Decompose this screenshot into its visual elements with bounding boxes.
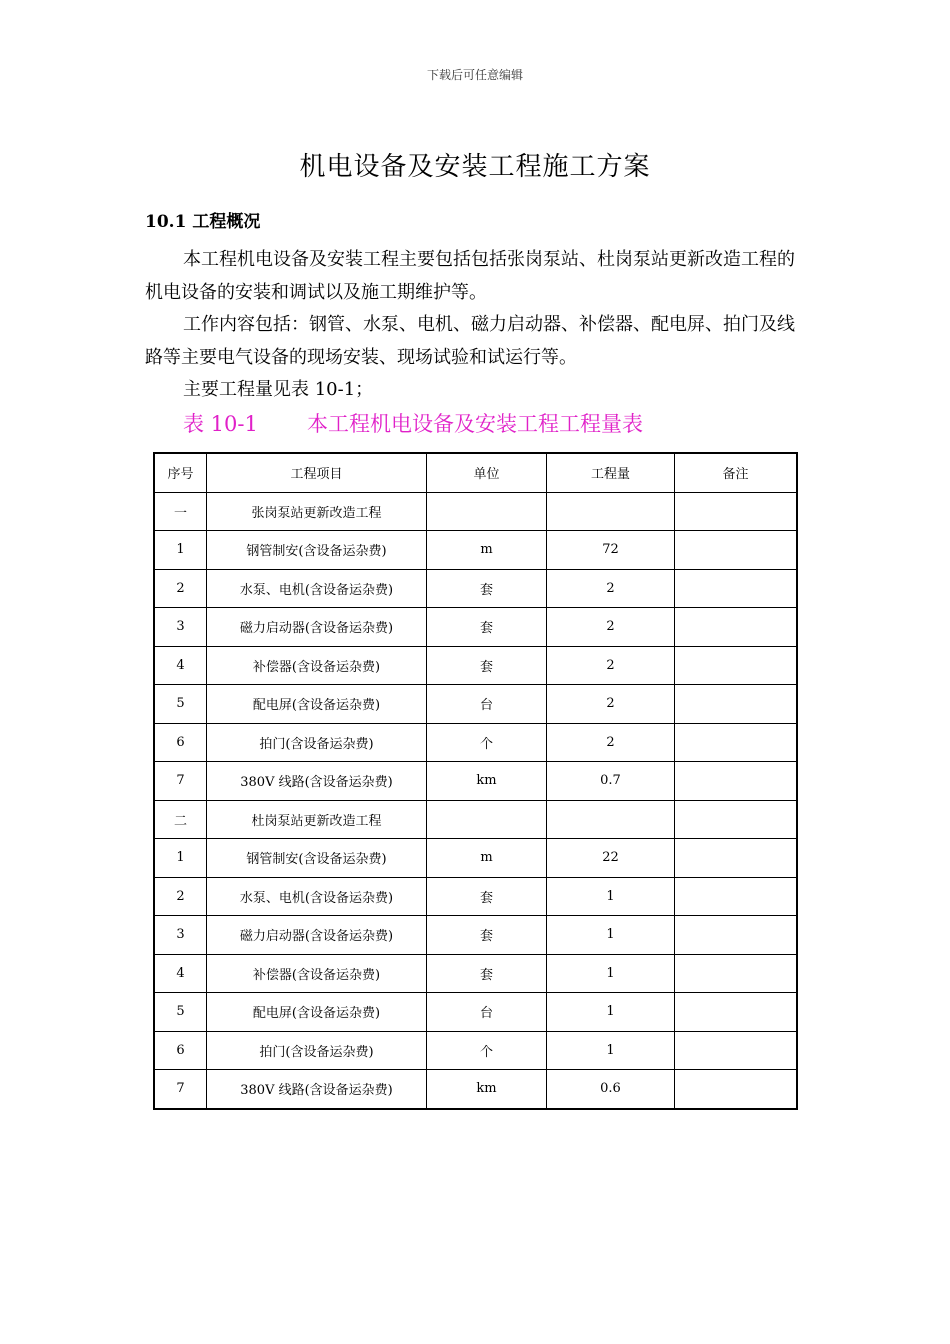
table-row bbox=[154, 839, 797, 878]
cell-unit: 台 bbox=[427, 685, 547, 724]
cell-item: 380V 线路(含设备运杂费) bbox=[207, 1070, 427, 1109]
cell-item: 水泵、电机(含设备运杂费) bbox=[207, 877, 427, 916]
cell-index: 2 bbox=[154, 877, 207, 916]
cell-item: 补偿器(含设备运杂费) bbox=[207, 646, 427, 685]
cell-remarks bbox=[675, 723, 798, 762]
cell-remarks bbox=[675, 685, 798, 724]
cell-index: 5 bbox=[154, 993, 207, 1032]
cell-unit: 个 bbox=[427, 723, 547, 762]
table-body bbox=[154, 492, 797, 1109]
table-row bbox=[154, 916, 797, 955]
table-caption-title: 本工程机电设备及安装工程工程量表 bbox=[307, 412, 643, 436]
cell-unit: 个 bbox=[427, 1031, 547, 1070]
cell-remarks bbox=[675, 1031, 798, 1070]
cell-quantity: 2 bbox=[547, 569, 675, 608]
table-row bbox=[154, 993, 797, 1032]
cell-item: 张岗泵站更新改造工程 bbox=[207, 492, 427, 531]
cell-index: 7 bbox=[154, 1070, 207, 1109]
cell-unit: km bbox=[427, 1070, 547, 1109]
cell-index: 6 bbox=[154, 723, 207, 762]
table-row bbox=[154, 1031, 797, 1070]
cell-remarks bbox=[675, 954, 798, 993]
section-heading: 10.1 工程概况 bbox=[145, 212, 261, 232]
cell-quantity: 72 bbox=[547, 531, 675, 570]
cell-remarks bbox=[675, 646, 798, 685]
cell-unit: 套 bbox=[427, 877, 547, 916]
quantity-table-wrapper bbox=[153, 452, 798, 1110]
table-header-row bbox=[154, 453, 797, 492]
cell-item: 杜岗泵站更新改造工程 bbox=[207, 800, 427, 839]
cell-quantity: 22 bbox=[547, 839, 675, 878]
cell-remarks bbox=[675, 569, 798, 608]
cell-quantity: 0.7 bbox=[547, 762, 675, 801]
quantity-table bbox=[153, 452, 798, 1110]
header-note: 下载后可任意编辑 bbox=[426, 68, 523, 82]
cell-index: 1 bbox=[154, 531, 207, 570]
cell-quantity bbox=[547, 492, 675, 531]
cell-index: 6 bbox=[154, 1031, 207, 1070]
header-cell-unit: 单位 bbox=[427, 453, 547, 492]
cell-quantity: 0.6 bbox=[547, 1070, 675, 1109]
header-cell-quantity: 工程量 bbox=[547, 453, 675, 492]
cell-index: 一 bbox=[154, 492, 207, 531]
cell-remarks bbox=[675, 839, 798, 878]
cell-unit bbox=[427, 492, 547, 531]
cell-index: 4 bbox=[154, 646, 207, 685]
cell-item: 水泵、电机(含设备运杂费) bbox=[207, 569, 427, 608]
cell-item: 配电屏(含设备运杂费) bbox=[207, 993, 427, 1032]
cell-quantity: 1 bbox=[547, 993, 675, 1032]
cell-quantity: 2 bbox=[547, 608, 675, 647]
cell-quantity: 1 bbox=[547, 877, 675, 916]
header-cell-remarks: 备注 bbox=[675, 453, 798, 492]
cell-index: 3 bbox=[154, 916, 207, 955]
paragraph-quantity-ref: 主要工程量见表 10-1； bbox=[183, 379, 374, 400]
cell-item: 钢管制安(含设备运杂费) bbox=[207, 839, 427, 878]
cell-item: 钢管制安(含设备运杂费) bbox=[207, 531, 427, 570]
table-row bbox=[154, 608, 797, 647]
cell-unit: 套 bbox=[427, 916, 547, 955]
header-cell-item: 工程项目 bbox=[207, 453, 427, 492]
cell-remarks bbox=[675, 993, 798, 1032]
cell-item: 补偿器(含设备运杂费) bbox=[207, 954, 427, 993]
cell-quantity: 1 bbox=[547, 954, 675, 993]
table-row bbox=[154, 954, 797, 993]
table-row bbox=[154, 492, 797, 531]
paragraph-scope: 本工程机电设备及安装工程主要包括包括张岗泵站、杜岗泵站更新改造工程的机电设备的安装和调试以及施工期维护等。 bbox=[145, 249, 795, 303]
cell-index: 二 bbox=[154, 800, 207, 839]
table-row bbox=[154, 762, 797, 801]
table-row bbox=[154, 646, 797, 685]
cell-unit: 套 bbox=[427, 569, 547, 608]
cell-unit: 套 bbox=[427, 954, 547, 993]
paragraph-work-content: 工作内容包括：钢管、水泵、电机、磁力启动器、补偿器、配电屏、拍门及线路等主要电气设备的现场安装、现场试验和试运行等。 bbox=[145, 314, 795, 368]
cell-item: 磁力启动器(含设备运杂费) bbox=[207, 608, 427, 647]
cell-remarks bbox=[675, 762, 798, 801]
table-caption bbox=[183, 408, 643, 438]
table-row bbox=[154, 569, 797, 608]
table-row bbox=[154, 800, 797, 839]
cell-item: 380V 线路(含设备运杂费) bbox=[207, 762, 427, 801]
cell-unit: m bbox=[427, 839, 547, 878]
table-row bbox=[154, 877, 797, 916]
table-row bbox=[154, 723, 797, 762]
cell-remarks bbox=[675, 877, 798, 916]
cell-unit: 套 bbox=[427, 646, 547, 685]
cell-unit: km bbox=[427, 762, 547, 801]
cell-quantity bbox=[547, 800, 675, 839]
table-row bbox=[154, 531, 797, 570]
cell-remarks bbox=[675, 800, 798, 839]
table-caption-label: 表 10-1 bbox=[183, 412, 258, 436]
cell-remarks bbox=[675, 492, 798, 531]
cell-index: 4 bbox=[154, 954, 207, 993]
cell-quantity: 2 bbox=[547, 685, 675, 724]
cell-quantity: 2 bbox=[547, 723, 675, 762]
cell-quantity: 1 bbox=[547, 916, 675, 955]
cell-index: 1 bbox=[154, 839, 207, 878]
cell-remarks bbox=[675, 916, 798, 955]
cell-unit bbox=[427, 800, 547, 839]
cell-index: 5 bbox=[154, 685, 207, 724]
cell-item: 拍门(含设备运杂费) bbox=[207, 1031, 427, 1070]
header-cell-index: 序号 bbox=[154, 453, 207, 492]
document-title: 机电设备及安装工程施工方案 bbox=[299, 152, 651, 182]
cell-remarks bbox=[675, 1070, 798, 1109]
cell-unit: 套 bbox=[427, 608, 547, 647]
cell-item: 拍门(含设备运杂费) bbox=[207, 723, 427, 762]
table-row bbox=[154, 685, 797, 724]
table-row bbox=[154, 1070, 797, 1109]
cell-index: 3 bbox=[154, 608, 207, 647]
cell-quantity: 1 bbox=[547, 1031, 675, 1070]
cell-index: 7 bbox=[154, 762, 207, 801]
cell-index: 2 bbox=[154, 569, 207, 608]
cell-quantity: 2 bbox=[547, 646, 675, 685]
cell-remarks bbox=[675, 608, 798, 647]
cell-remarks bbox=[675, 531, 798, 570]
cell-unit: m bbox=[427, 531, 547, 570]
cell-item: 配电屏(含设备运杂费) bbox=[207, 685, 427, 724]
cell-unit: 台 bbox=[427, 993, 547, 1032]
cell-item: 磁力启动器(含设备运杂费) bbox=[207, 916, 427, 955]
